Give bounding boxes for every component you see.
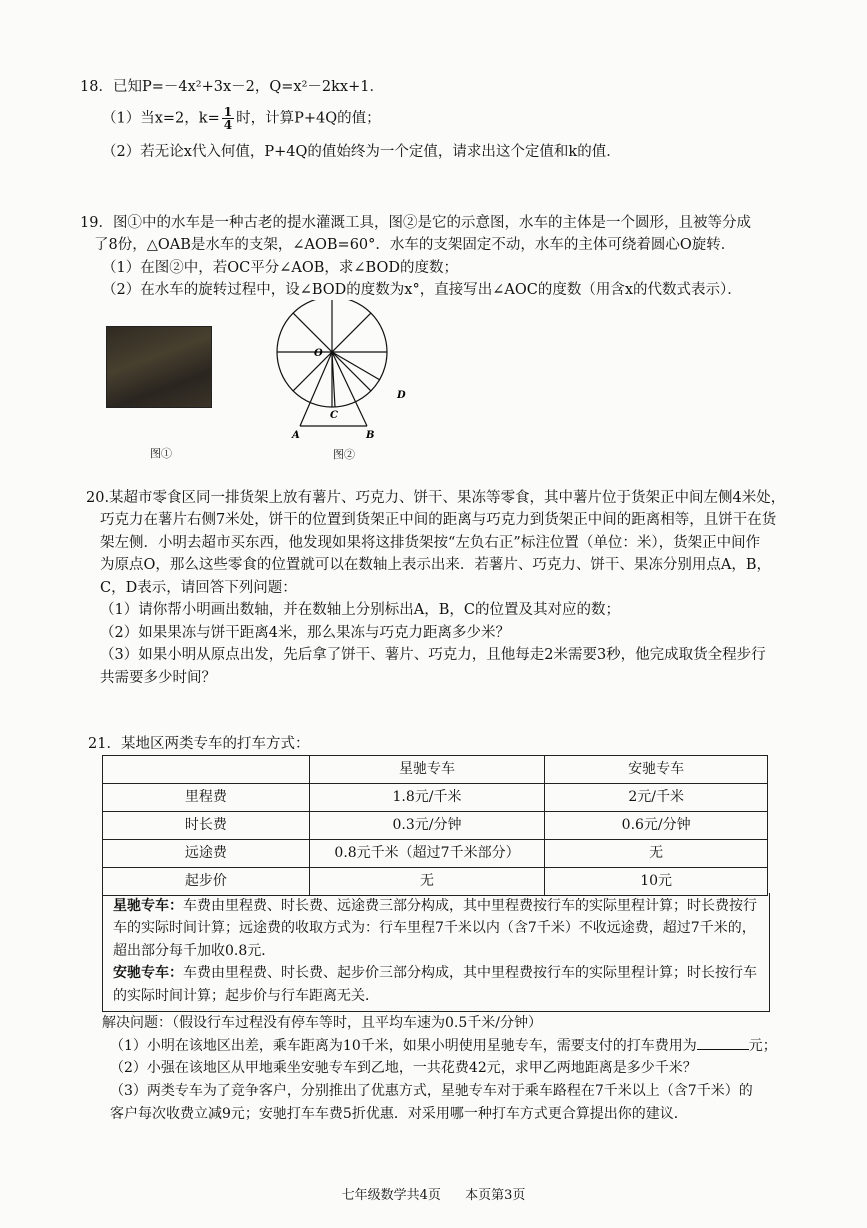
figure1-caption: 图①	[150, 447, 172, 460]
table-cell: 无	[309, 868, 545, 896]
answer-blank	[697, 1037, 749, 1050]
q21-part1-unit: 元；	[748, 1037, 777, 1054]
table-header-cell: 星驰专车	[309, 756, 545, 784]
question-20	[86, 487, 802, 689]
label-C: C	[330, 410, 338, 421]
q20-part3b: 共需要多少时间？	[100, 669, 216, 686]
label-O: O	[314, 348, 323, 359]
q20-part1: （1）请你帮小明画出数轴，并在数轴上分别标出A，B，C的位置及其对应的数；	[100, 602, 620, 619]
table-cell: 时长费	[103, 812, 310, 840]
fare-rules-box	[102, 893, 770, 1012]
q20-line: 巧克力在薯片右侧7米处，饼干的位置到货架正中间的距离与巧克力到货架正中间的距离相等，且饼干在货	[100, 512, 777, 529]
q21-part3b: 客户每次收费立减9元；安驰打车车费5折优惠．对采用哪一种打车方式更合算提出你的建议．	[110, 1105, 688, 1122]
q21-part2: （2）小强在该地区从甲地乘坐安驰专车到乙地，一共花费42元，求甲乙两地距离是多少千米？	[110, 1060, 697, 1077]
q21-solve-intro: 解决问题：（假设行车过程没有停车等时，且平均车速为0.5千米/分钟）	[102, 1015, 542, 1031]
q19-line2: 了8份，△OAB是水车的支架，∠AOB=60°．水车的支架固定不动，水车的主体可绕着圆心O旋转．	[94, 237, 736, 254]
fraction-numerator: 1	[223, 105, 233, 120]
anchi-rule-title: 安驰专车：	[113, 965, 183, 982]
q18-part1-text-b: 时，计算P+4Q的值；	[236, 110, 381, 127]
table-header-cell: 安驰专车	[545, 756, 768, 784]
footer-page-number: 本页第3页	[465, 1188, 526, 1203]
page-footer	[0, 1186, 867, 1206]
q21-part1-text: （1）小明在该地区出差，乘车距离为10千米，如果小明使用星驰专车，需要支付的打车费用为	[110, 1037, 697, 1054]
q20-part2: （2）如果果冻与饼干距离4米，那么果冻与巧克力距离多少米？	[100, 624, 510, 641]
fraction-denominator: 4	[223, 118, 233, 133]
q20-line: 20.某超市零食区同一排货架上放有薯片、巧克力、饼干、果冻等零食，其中薯片位于货架正中间左侧4米处，	[86, 490, 786, 506]
table-cell: 10元	[545, 868, 768, 896]
fraction-one-quarter	[222, 106, 234, 131]
q18-part1-text-a: （1）当x=2，k=	[102, 110, 220, 127]
table-cell: 0.8元千米（超过7千米部分）	[309, 840, 545, 868]
xingchi-rule-body: 车费由里程费、时长费、远途费三部分构成，其中里程费按行车的实际里程计算；时长费按行车的实际时间计算；远途费的收取方式为：行车里程7千米以内（含7千米）不收远途费，超过7千米的，超出部分每千加收0.8元．	[113, 898, 757, 959]
table-cell: 1.8元/千米	[309, 784, 545, 812]
table-row	[103, 840, 768, 868]
q21-part3a: （3）两类专车为了竞争客户，分别推出了优惠方式，星驰专车对于乘车路程在7千米以上（含7千米）的	[110, 1083, 753, 1100]
anchi-rule	[113, 962, 759, 1007]
table-row	[103, 812, 768, 840]
figure2-caption: 图②	[333, 448, 355, 461]
xingchi-rule	[113, 895, 759, 962]
question-19	[80, 212, 800, 302]
question-21-stem: 21．某地区两类专车的打车方式：	[88, 736, 310, 752]
q20-part3a: （3）如果小明从原点出发，先后拿了饼干、薯片、巧克力，且他每走2米需要3秒，他完成取货全程步行	[100, 647, 766, 664]
label-A: A	[292, 430, 300, 441]
q20-line: 为原点O，那么这些零食的位置就可以在数轴上表示出来．若薯片、巧克力、饼干、果冻分别用点A，B，	[100, 557, 772, 574]
q20-line: 架左侧．小明去超市买东西，他发现如果将这排货架按“左负右正”标注位置（单位：米），货架正中间作	[100, 534, 761, 551]
waterwheel-photo	[106, 326, 212, 408]
q18-part1	[80, 106, 780, 131]
q18-part2: （2）若无论x代入何值，P+4Q的值始终为一个定值，请求出这个定值和k的值．	[102, 144, 621, 161]
q20-line: C，D表示，请回答下列问题：	[100, 579, 297, 596]
table-cell: 起步价	[103, 868, 310, 896]
table-cell: 2元/千米	[545, 784, 768, 812]
q18-stem: 18．已知P=－4x²+3x－2，Q=x²－2kx+1．	[80, 79, 384, 95]
table-cell: 0.6元/分钟	[545, 812, 768, 840]
question-18	[80, 76, 780, 164]
q19-line1: 19．图①中的水车是一种古老的提水灌溉工具，图②是它的示意图，水车的主体是一个圆形，且被等分成	[80, 215, 751, 231]
q19-part1: （1）在图②中，若OC平分∠AOB，求∠BOD的度数；	[102, 259, 458, 276]
anchi-rule-body: 车费由里程费、时长费、起步价三部分构成，其中里程费按行车的实际里程计算；时长按行车的实际时间计算；起步价与行车距离无关．	[113, 965, 757, 1004]
label-D: D	[397, 390, 406, 401]
q19-part2: （2）在水车的旋转过程中，设∠BOD的度数为x°，直接写出∠AOC的度数（用含x的代数式表示）．	[102, 282, 742, 299]
table-cell: 里程费	[103, 784, 310, 812]
q21-part1	[102, 1035, 792, 1058]
table-cell: 远途费	[103, 840, 310, 868]
q21-questions	[102, 1012, 792, 1125]
table-header-row	[103, 756, 768, 784]
waterwheel-diagram	[270, 300, 410, 460]
table-cell: 0.3元/分钟	[309, 812, 545, 840]
footer-total-pages: 七年级数学共4页	[341, 1188, 441, 1203]
table-cell: 无	[545, 840, 768, 868]
table-row	[103, 784, 768, 812]
table-row	[103, 868, 768, 896]
xingchi-rule-title: 星驰专车：	[113, 898, 183, 914]
table-header-cell	[103, 756, 310, 784]
fare-table	[102, 755, 768, 896]
label-B: B	[366, 430, 375, 441]
